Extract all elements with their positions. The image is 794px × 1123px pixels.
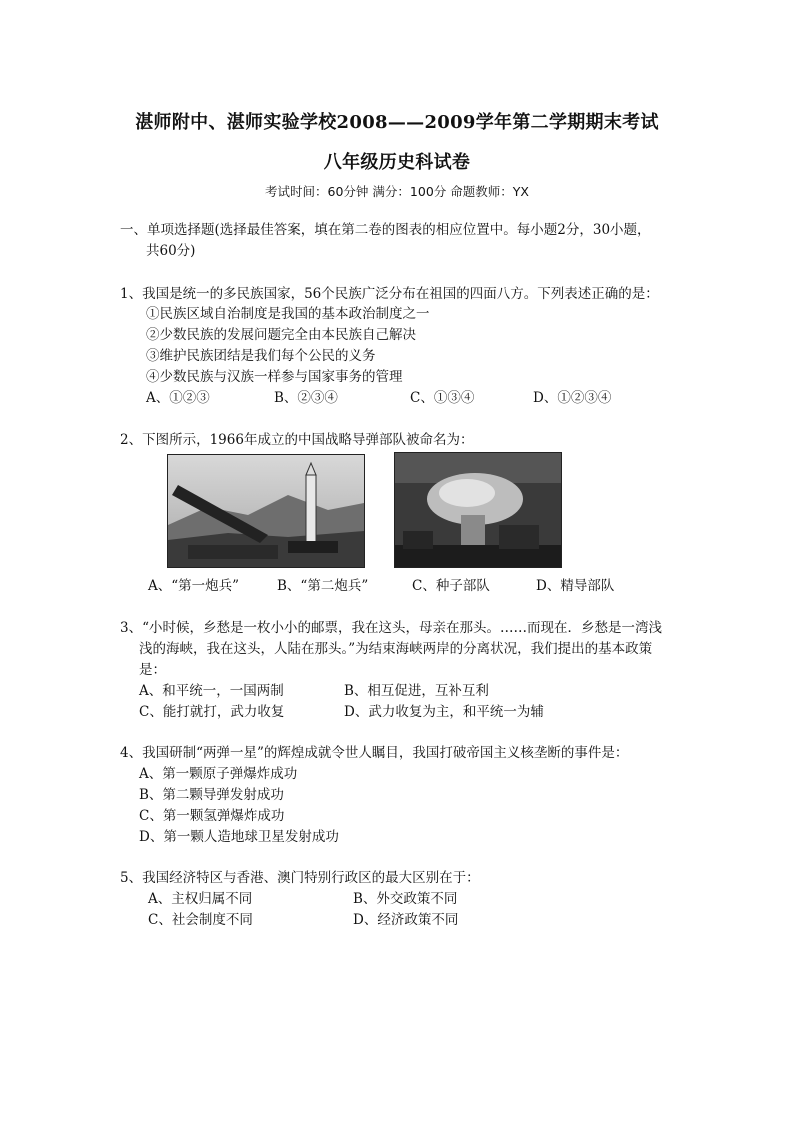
exam-subtitle: 八年级历史科试卷 [323,152,471,173]
question-2-stem: 2、下图所示，1966年成立的中国战略导弹部队被命名为： [120,432,474,448]
question-2-option-a: A、“第一炮兵” [148,578,240,594]
question-4-option-d: D、第一颗人造地球卫星发射成功 [139,829,339,845]
question-3-option-b: B、相互促进，互补互利 [344,683,489,699]
exam-title: 湛师附中、湛师实验学校2008——2009学年第二学期期末考试 [135,112,659,133]
question-1-option-c: C、①③④ [410,390,475,406]
question-3-stem: 3、“小时候，乡愁是一枚小小的邮票，我在这头，母亲在那头。……而现在．乡愁是一湾浅 [120,620,662,636]
question-5-stem: 5、我国经济特区与香港、澳门特别行政区的最大区别在于： [120,870,480,886]
question-1-option-b: B、②③④ [274,390,338,406]
question-1-item: ③维护民族团结是我们每个公民的义务 [146,348,376,364]
question-4-option-b: B、第二颗导弹发射成功 [139,787,284,803]
question-1-item: ④少数民族与汉族一样参与国家事务的管理 [146,369,403,385]
question-4-stem: 4、我国研制“两弹一星”的辉煌成就令世人瞩目，我国打破帝国主义核垄断的事件是： [120,745,629,761]
missile-launcher-photo [167,454,365,568]
question-4-option-a: A、第一颗原子弹爆炸成功 [139,766,298,782]
question-1-item: ①民族区域自治制度是我国的基本政治制度之一 [146,306,430,322]
exam-info: 考试时间：60分钟 满分：100分 命题教师：YX [265,184,529,199]
question-5-option-d: D、经济政策不同 [353,912,459,928]
question-2-option-b: B、“第二炮兵” [277,578,369,594]
question-1-stem: 1、我国是统一的多民族国家，56个民族广泛分布在祖国的四面八方。下列表述正确的是： [120,286,659,302]
question-5-option-a: A、主权归属不同 [148,891,253,907]
question-2-option-c: C、种子部队 [412,578,490,594]
section-heading-cont: 共60分) [146,243,196,259]
question-5-option-b: B、外交政策不同 [353,891,458,907]
question-3-stem-end: 是： [139,662,166,678]
question-3-option-c: C、能打就打，武力收复 [139,704,285,720]
nuclear-explosion-photo [394,452,562,568]
question-3-stem-cont: 浅的海峡，我在这头，人陆在那头。”为结束海峡两岸的分离状况，我们提出的基本政策 [139,641,653,657]
question-1-option-d: D、①②③④ [533,390,612,406]
section-heading: 一、单项选择题(选择最佳答案，填在第二卷的图表的相应位置中。每小题2分，30小题， [120,222,651,238]
question-3-option-a: A、和平统一，一国两制 [139,683,284,699]
question-3-option-d: D、武力收复为主，和平统一为辅 [344,704,544,720]
question-2-option-d: D、精导部队 [536,578,615,594]
question-1-item: ②少数民族的发展问题完全由本民族自己解决 [146,327,416,343]
question-4-option-c: C、第一颗氢弹爆炸成功 [139,808,285,824]
question-5-option-c: C、社会制度不同 [148,912,253,928]
question-1-option-a: A、①②③ [146,390,210,406]
